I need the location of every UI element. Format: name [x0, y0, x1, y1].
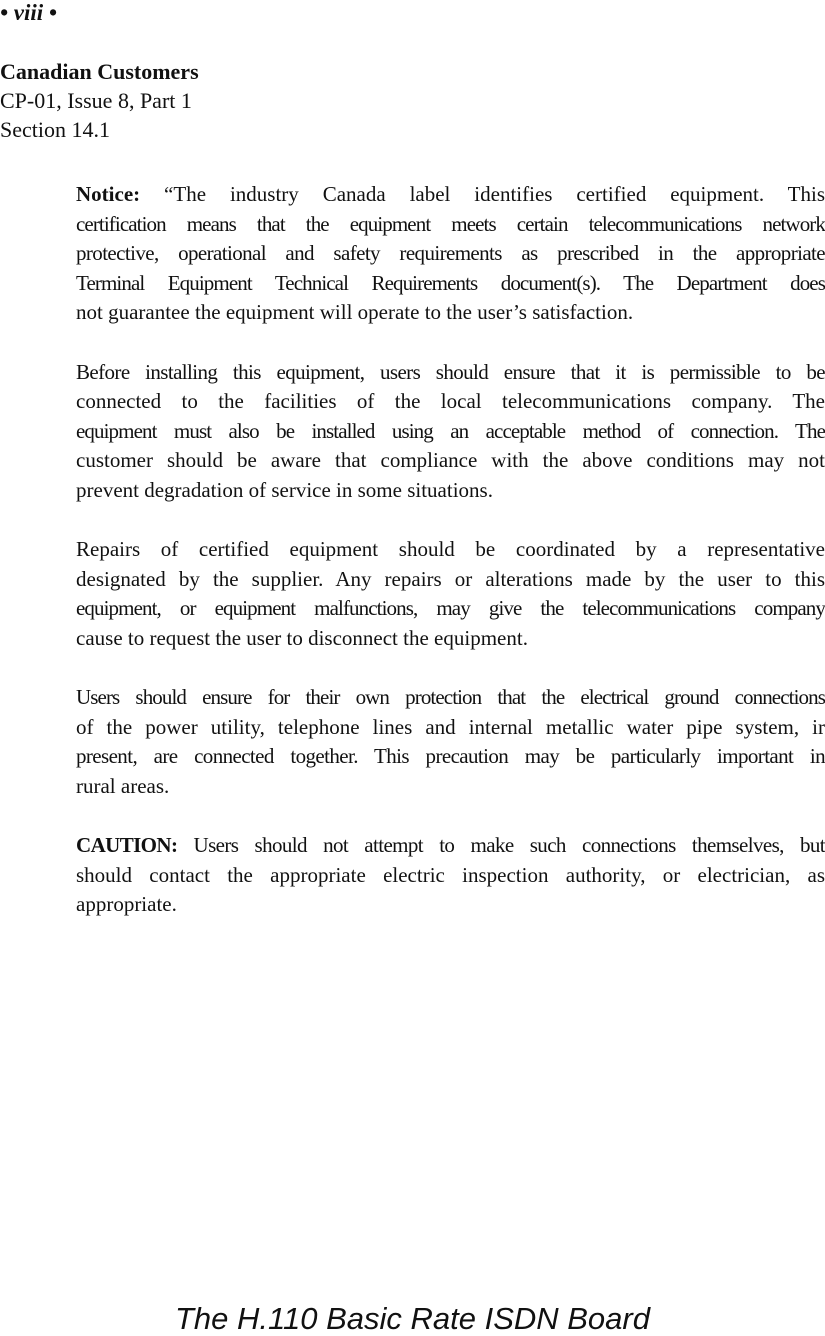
repairs-line: Repairs of certified equipment should be coordinated by a representative — [76, 537, 825, 561]
caution-label: CAUTION: — [76, 833, 178, 857]
repairs-line: designated by the supplier. Any repairs or alterations made by the user to this — [76, 566, 825, 591]
repairs-line: equipment, or equipment malfunctions, may give the telecommunications company — [76, 596, 825, 620]
notice-line: certification means that the equipment meets certain telecommunications network — [76, 211, 825, 236]
installing-line: equipment must also be installed using an acceptable method of connection. The — [76, 418, 825, 443]
document-header — [0, 57, 199, 144]
installing-line: customer should be aware that compliance with the above conditions may not — [76, 448, 825, 472]
notice-line: protective, operational and safety requirements as prescribed in the appropriate — [76, 241, 825, 265]
caution-paragraph — [76, 831, 825, 920]
document-body — [76, 180, 825, 950]
notice-line: “The industry Canada label identifies certified equipment. This — [140, 182, 825, 206]
notice-line: Terminal Equipment Technical Requirements document(s). The Department does — [76, 270, 825, 295]
installing-paragraph — [76, 358, 825, 506]
installing-line: connected to the facilities of the local telecommunications company. The — [76, 389, 825, 413]
section-reference: Section 14.1 — [0, 117, 110, 142]
grounding-line: present, are connected together. This precaution may be particularly important in — [76, 744, 825, 768]
grounding-line: rural areas. — [76, 773, 170, 798]
caution-line: appropriate. — [76, 892, 177, 916]
grounding-line: of the power utility, telephone lines and internal metallic water pipe system, ir — [76, 714, 825, 739]
caution-line: Users should not attempt to make such connections themselves, but — [177, 833, 825, 857]
installing-line: prevent degradation of service in some situations. — [76, 477, 493, 502]
installing-line: Before installing this equipment, users should ensure that it is permissible to be — [76, 359, 825, 384]
caution-line: should contact the appropriate electric inspection authority, or electrician, as — [76, 862, 825, 887]
notice-line: not guarantee the equipment will operate to the user’s satisfaction. — [76, 300, 634, 324]
notice-paragraph — [76, 180, 825, 328]
repairs-line: cause to request the user to disconnect the equipment. — [76, 625, 528, 650]
grounding-line: Users should ensure for their own protection that the electrical ground connections — [76, 685, 825, 709]
notice-label: Notice: — [76, 182, 141, 206]
standard-reference: CP-01, Issue 8, Part 1 — [0, 88, 192, 113]
grounding-paragraph — [76, 683, 825, 801]
footer-title: The H.110 Basic Rate ISDN Board — [175, 1301, 650, 1336]
section-title: Canadian Customers — [0, 59, 199, 84]
repairs-paragraph — [76, 535, 825, 653]
page-number: • viii • — [0, 0, 57, 25]
